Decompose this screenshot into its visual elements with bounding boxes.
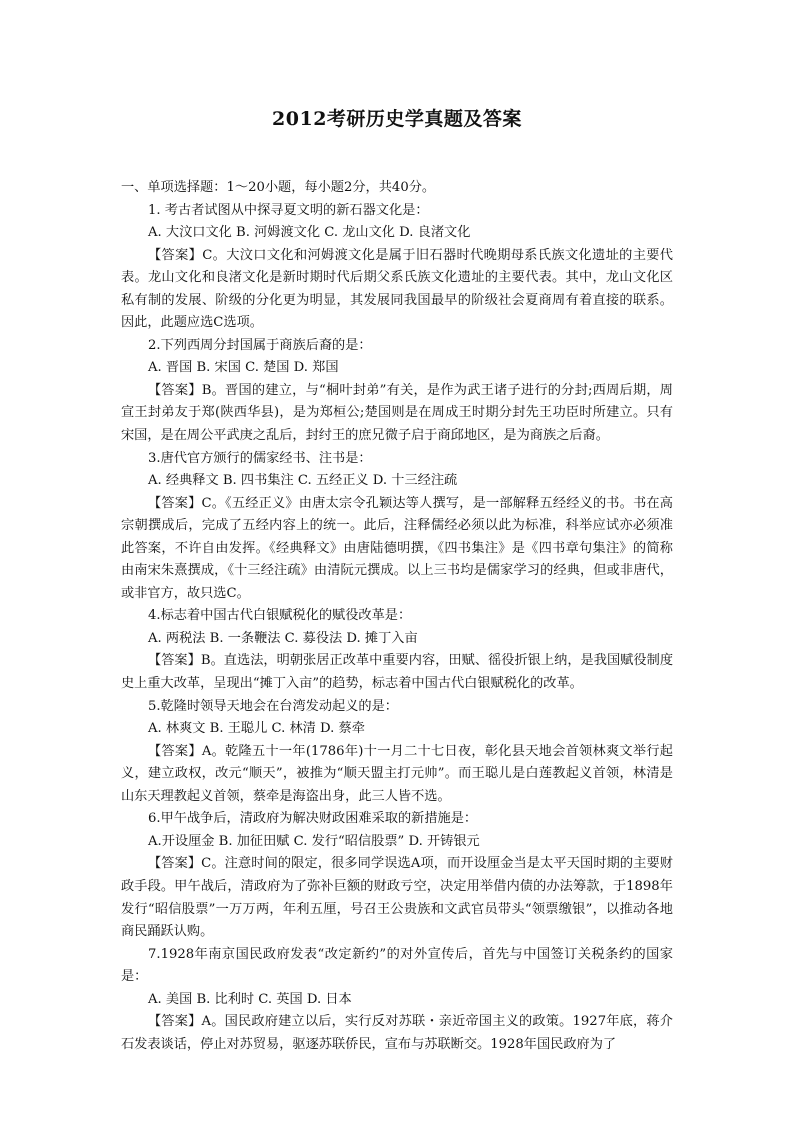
- question-answer: 【答案】C。《五经正义》由唐太宗令孔颖达等人撰写，是一部解释五经经义的书。书在高宗朝撰成后，完成了五经内容上的统一。此后，注释儒经必须以此为标准，科举应试亦必须准此答案，不许自由发挥。《经典释文》由唐陆德明撰，《四书集注》是《四书章句集注》的简称由南宋朱熹撰成，《十三经注疏》由清阮元撰成。以上三书均是儒家学习的经典，但或非唐代，或非官方，故只选C。: [121, 495, 673, 601]
- question-options: A. 经典释文 B. 四书集注 C. 五经正义 D. 十三经注疏: [148, 473, 458, 489]
- question-stem: 5.乾隆时领导天地会在台湾发动起义的是：: [148, 698, 398, 714]
- question-options: A. 晋国 B. 宋国 C. 楚国 D. 郑国: [148, 360, 339, 376]
- document-body: [121, 177, 673, 1056]
- question-answer: 【答案】A。乾隆五十一年(1786年)十一月二十七日夜，彰化县天地会首领林爽文举行起义，建立政权，改元“顺天”，被推为“顺天盟主打元帅”。而王聪儿是白莲教起义首领，林清是山东天理教起义首领，蔡牵是海盗出身，此三人皆不选。: [121, 743, 673, 804]
- question-stem: 7.1928年南京国民政府发表“改定新约”的对外宣传后，首先与中国签订关税条约的国家是：: [121, 946, 673, 985]
- question-stem: 4.标志着中国古代白银赋税化的赋役改革是：: [148, 608, 412, 624]
- question-stem: 3.唐代官方颁行的儒家经书、注书是：: [148, 450, 372, 466]
- question-options: A. 美国 B. 比利时 C. 英国 D. 日本: [148, 991, 352, 1007]
- question-stem: 2.下列西周分封国属于商族后裔的是：: [148, 337, 372, 353]
- question-options: A.开设厘金 B. 加征田赋 C. 发行“昭信股票” D. 开铸银元: [148, 833, 480, 849]
- question-answer: 【答案】C。注意时间的限定，很多同学误选A项，而开设厘金当是太平天国时期的主要财政手段。甲午战后，清政府为了弥补巨额的财政亏空，决定用举借内债的办法筹款，于1898年发行“昭信股票”一万万两，年利五厘，号召王公贵族和文武官员带头“领票缴银”，以推动各地商民踊跃认购。: [121, 856, 673, 940]
- question-stem: 1. 考古者试图从中探寻夏文明的新石器文化是：: [148, 202, 429, 218]
- section-heading: 一、单项选择题：1～20小题，每小题2分，共40分。: [121, 180, 436, 195]
- question-options: A. 大汶口文化 B. 河姆渡文化 C. 龙山文化 D. 良渚文化: [148, 225, 471, 241]
- page-title: 2012考研历史学真题及答案: [272, 108, 522, 130]
- question-stem: 6.甲午战争后，清政府为解决财政困难采取的新措施是：: [148, 811, 478, 827]
- question-answer: 【答案】B。晋国的建立，与“桐叶封弟”有关，是作为武王诸子进行的分封;西周后期，周宣王封弟友于郑(陕西华县)，是为郑桓公;楚国则是在周成王时期分封先王功臣时所建立。只有宋国，是在周公平武庚之乱后，封纣王的庶兄微子启于商邱地区，是为商族之后裔。: [121, 382, 673, 444]
- question-answer: 【答案】A。国民政府建立以后，实行反对苏联・亲近帝国主义的政策。1927年底，蒋介石发表谈话，停止对苏贸易，驱逐苏联侨民，宣布与苏联断交。1928年国民政府为了: [121, 1014, 673, 1052]
- question-options: A. 林爽文 B. 王聪儿 C. 林清 D. 蔡牵: [148, 721, 365, 737]
- question-answer: 【答案】B。直选法，明朝张居正改革中重要内容，田赋、徭役折银上纳，是我国赋役制度史上重大改革，呈现出“摊丁入亩”的趋势，标志着中国古代白银赋税化的改革。: [121, 653, 673, 692]
- question-options: A. 两税法 B. 一条鞭法 C. 募役法 D. 摊丁入亩: [148, 630, 418, 646]
- question-answer: 【答案】C。大汶口文化和河姆渡文化是属于旧石器时代晚期母系氏族文化遗址的主要代表。龙山文化和良渚文化是新时期时代后期父系氏族文化遗址的主要代表。其中，龙山文化区私有制的发展、阶级的分化更为明显，其发展同我国最早的阶级社会夏商周有着直接的联系。因此，此题应选C选项。: [121, 247, 673, 331]
